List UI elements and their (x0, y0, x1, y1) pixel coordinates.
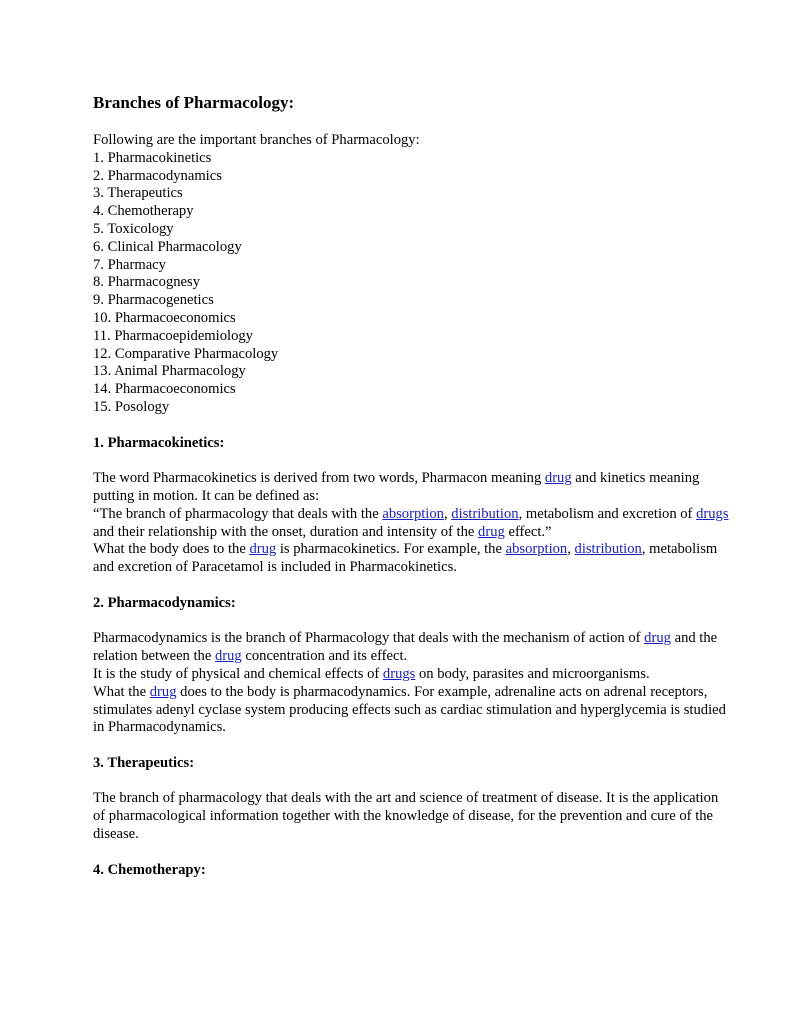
text-run: The word Pharmacokinetics is derived from two words, Pharmacon meaning (93, 470, 545, 487)
text-run: and their relationship with the onset, duration and intensity of the (93, 523, 479, 540)
link-drug[interactable]: drug (214, 648, 242, 665)
pharmacodynamics-study (93, 666, 731, 684)
pharmacokinetics-paragraph (93, 470, 731, 506)
link-absorption[interactable]: absorption (505, 541, 568, 558)
text-run: on body, parasites and microorganisms. (415, 665, 650, 682)
link-drug[interactable]: drug (544, 470, 572, 487)
text-run: “The branch of pharmacology that deals with the (93, 505, 383, 522)
list-item: 7. Pharmacy (93, 256, 166, 273)
text-run: and kinetics meaning putting in motion. It can be defined as: (93, 470, 700, 504)
list-item: 2. Pharmacodynamics (93, 167, 222, 184)
list-item: 12. Comparative Pharmacology (93, 345, 279, 362)
text-run: , (567, 541, 575, 558)
list-item: 3. Therapeutics (93, 185, 183, 202)
branches-list (93, 150, 731, 417)
page-title: Branches of Pharmacology: (93, 93, 295, 112)
section-heading-chemotherapy: 4. Chemotherapy: (93, 861, 206, 878)
list-item: 6. Clinical Pharmacology (93, 238, 242, 255)
pharmacodynamics-example (93, 684, 731, 737)
list-item: 5. Toxicology (93, 220, 174, 237)
pharmacodynamics-paragraph (93, 630, 731, 666)
therapeutics-paragraph: The branch of pharmacology that deals with the art and science of treatment of disease. It is the application of pharmacological information together with the knowledge of disease, for the prevention and cure of the disease. (93, 790, 719, 843)
text-run: Pharmacodynamics is the branch of Pharmacology that deals with the mechanism of action of (93, 630, 645, 647)
intro-text: Following are the important branches of Pharmacology: (93, 132, 420, 148)
link-drug[interactable]: drug (149, 683, 177, 700)
link-distribution[interactable]: distribution (451, 505, 519, 522)
list-item: 1. Pharmacokinetics (93, 149, 212, 166)
pharmacodynamics-body (93, 630, 731, 737)
text-run: , metabolism and excretion of (518, 505, 697, 522)
link-absorption[interactable]: absorption (382, 505, 444, 522)
text-run: and the relation between the (93, 630, 718, 665)
list-item: 14. Pharmacoeconomics (93, 381, 236, 398)
link-drug[interactable]: drug (644, 630, 671, 647)
pharmacokinetics-definition (93, 506, 731, 542)
pharmacokinetics-example (93, 541, 731, 577)
list-item: 10. Pharmacoeconomics (93, 309, 236, 326)
link-drugs[interactable]: drugs (382, 665, 416, 682)
text-run: effect.” (504, 523, 552, 540)
text-run: does to the body is pharmacodynamics. For example, adrenaline acts on adrenal receptors, stimulates adenyl cyclase system producing effects such as cardiac stimulation and hyperglycemia is studied in Pharmacodynamics. (93, 683, 726, 736)
list-item: 8. Pharmacognesy (93, 274, 200, 291)
list-item: 9. Pharmacogenetics (93, 292, 214, 309)
text-run: , metabolism and excretion of Paracetamol is included in Pharmacokinetics. (93, 541, 718, 576)
text-run: is pharmacokinetics. For example, the (276, 541, 506, 558)
text-run: What the (93, 683, 150, 700)
section-heading-therapeutics: 3. Therapeutics: (93, 754, 195, 771)
section-heading-pharmacodynamics: 2. Pharmacodynamics: (93, 594, 236, 611)
section-heading-pharmacokinetics: 1. Pharmacokinetics: (93, 434, 225, 451)
text-run: concentration and its effect. (241, 648, 408, 665)
list-item: 4. Chemotherapy (93, 203, 194, 220)
list-item: 13. Animal Pharmacology (93, 363, 246, 380)
list-item: 15. Posology (93, 398, 170, 415)
list-item: 11. Pharmacoepidemiology (93, 327, 253, 344)
text-run: What the body does to the (93, 541, 250, 558)
text-run: It is the study of physical and chemical effects of (93, 665, 383, 682)
link-drugs[interactable]: drugs (696, 505, 729, 522)
text-run: , (443, 505, 452, 522)
link-drug[interactable]: drug (249, 541, 277, 558)
pharmacokinetics-body (93, 470, 731, 577)
link-distribution[interactable]: distribution (574, 541, 642, 558)
link-drug[interactable]: drug (478, 523, 505, 540)
